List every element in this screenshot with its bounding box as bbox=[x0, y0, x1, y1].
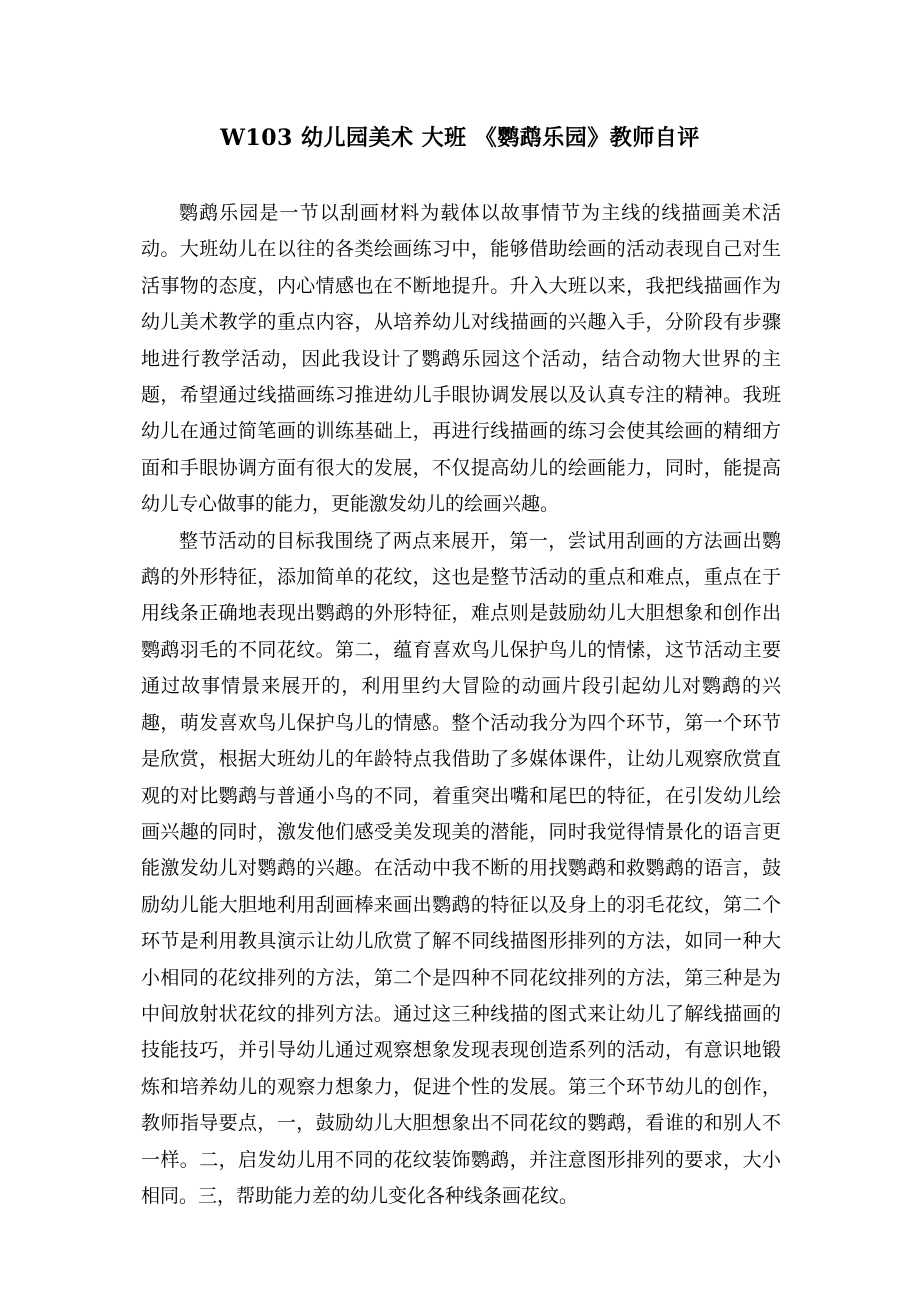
document-title: W103 幼儿园美术 大班 《鹦鹉乐园》教师自评 bbox=[220, 125, 700, 151]
document-body bbox=[141, 195, 781, 1214]
paragraph-2: 整节活动的目标我围绕了两点来展开，第一，尝试用刮画的方法画出鹦鹉的外形特征，添加简单的花纹，这也是整节活动的重点和难点，重点在于用线条正确地表现出鹦鹉的外形特征，难点则是鼓励幼儿大胆想象和创作出鹦鹉羽毛的不同花纹。第二，蕴育喜欢鸟儿保护鸟儿的情愫，这节活动主要通过故事情景来展开的，利用里约大冒险的动画片段引起幼儿对鹦鹉的兴趣，萌发喜欢鸟儿保护鸟儿的情感。整个活动我分为四个环节，第一个环节是欣赏，根据大班幼儿的年龄特点我借助了多媒体课件，让幼儿观察欣赏直观的对比鹦鹉与普通小鸟的不同，着重突出嘴和尾巴的特征，在引发幼儿绘画兴趣的同时，激发他们感受美发现美的潜能，同时我觉得情景化的语言更能激发幼儿对鹦鹉的兴趣。在活动中我不断的用找鹦鹉和救鹦鹉的语言，鼓励幼儿能大胆地利用刮画棒来画出鹦鹉的特征以及身上的羽毛花纹，第二个环节是利用教具演示让幼儿欣赏了解不同线描图形排列的方法，如同一种大小相同的花纹排列的方法，第二个是四种不同花纹排列的方法，第三种是为中间放射状花纹的排列方法。通过这三种线描的图式来让幼儿了解线描画的技能技巧，并引导幼儿通过观察想象发现表现创造系列的活动，有意识地锻炼和培养幼儿的观察力想象力，促进个性的发展。第三个环节幼儿的创作，教师指导要点，一，鼓励幼儿大胆想象出不同花纹的鹦鹉，看谁的和别人不一样。二，启发幼儿用不同的花纹装饰鹦鹉，并注意图形排列的要求，大小相同。三，帮助能力差的幼儿变化各种线条画花纹。 bbox=[141, 529, 781, 1207]
paragraph-1: 鹦鹉乐园是一节以刮画材料为载体以故事情节为主线的线描画美术活动。大班幼儿在以往的各类绘画练习中，能够借助绘画的活动表现自己对生活事物的态度，内心情感也在不断地提升。升入大班以来，我把线描画作为幼儿美术教学的重点内容，从培养幼儿对线描画的兴趣入手，分阶段有步骤地进行教学活动，因此我设计了鹦鹉乐园这个活动，结合动物大世界的主题，希望通过线描画练习推进幼儿手眼协调发展以及认真专注的精神。我班幼儿在通过简笔画的训练基础上，再进行线描画的练习会使其绘画的精细方面和手眼协调方面有很大的发展，不仅提高幼儿的绘画能力，同时，能提高幼儿专心做事的能力，更能激发幼儿的绘画兴趣。 bbox=[141, 202, 781, 516]
